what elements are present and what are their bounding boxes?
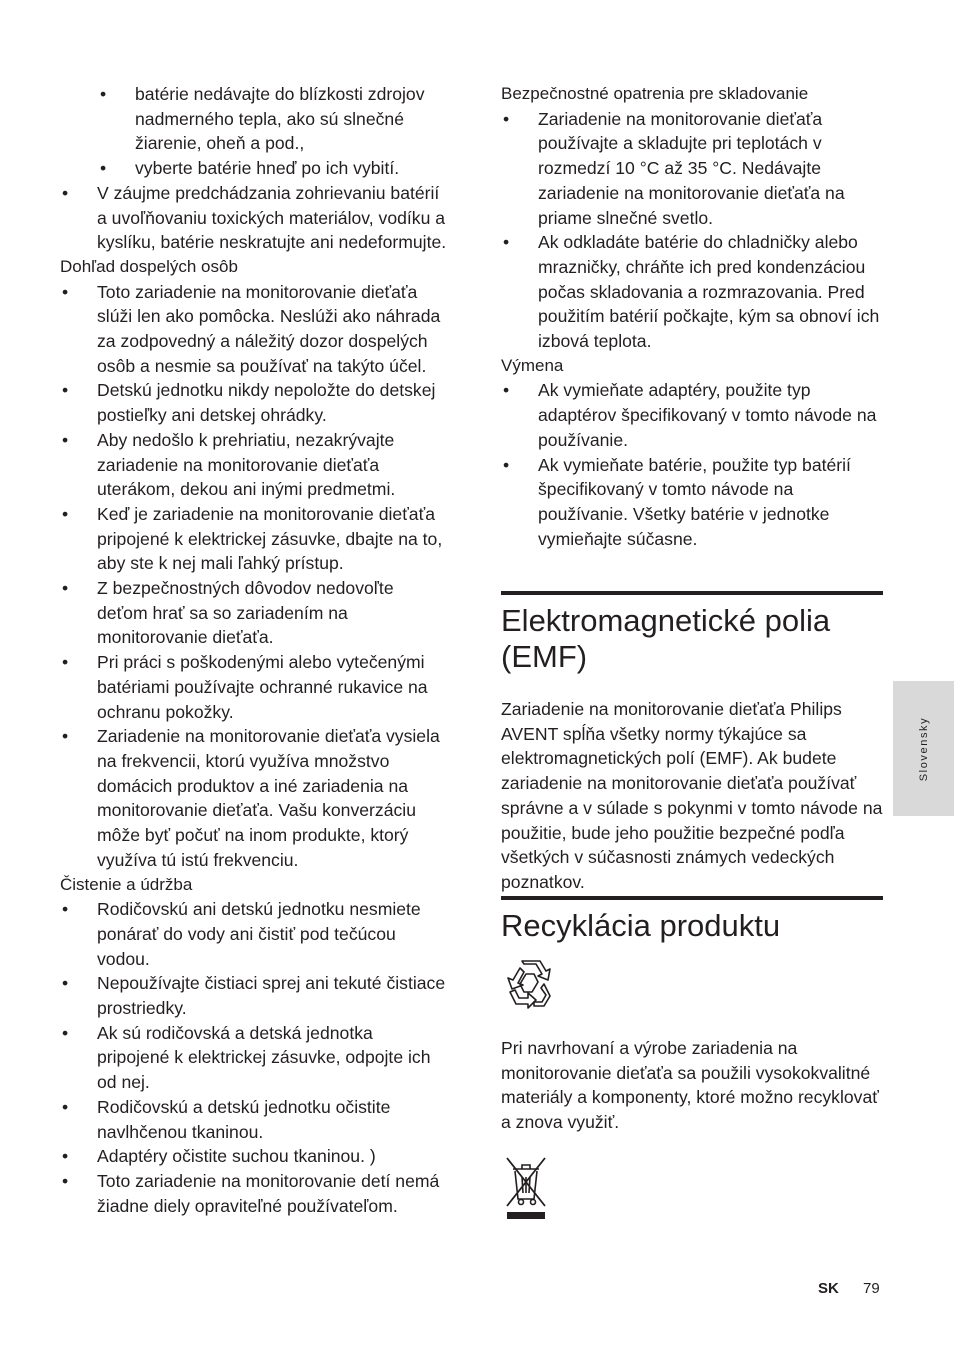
list-item: • Nepoužívajte čistiaci sprej ani tekuté čistiace prostriedky.	[60, 971, 448, 1020]
left-column	[60, 82, 448, 1218]
replacement-heading: Výmena	[501, 355, 564, 375]
emf-title: Elektromagnetické polia (EMF)	[501, 603, 831, 674]
emf-body: Zariadenie na monitorovanie dieťaťa Philips AVENT spĺňa všetky normy týkajúce sa elektromagnetických polí (EMF). Ak budete zariadenie na monitorovanie dieťaťa používať správne a v súlade s pokynmi v tomto návode na použitie, bude jeho použitie bezpečné podľa všetkých v súčasnosti známych vedeckých poznatkov.	[501, 699, 883, 892]
list-item: • Ak sú rodičovská a detská jednotka pripojené k elektrickej zásuvke, odpojte ich od nej.	[60, 1021, 448, 1095]
list-item: • Rodičovskú a detskú jednotku očistite navlhčenou tkaninou.	[60, 1095, 448, 1144]
page-number: 79	[863, 1280, 880, 1297]
storage-heading: Bezpečnostné opatrenia pre skladovanie	[501, 84, 809, 103]
recycling-body: Pri navrhovaní a výrobe zariadenia na monitorovanie dieťaťa sa použili vysokokvalitné materiály a komponenty, ktoré možno recyklovať a znova využiť.	[501, 1038, 879, 1133]
right-column	[501, 82, 885, 551]
list-item: • vyberte batérie hneď po ich vybití.	[98, 156, 448, 181]
page-footer	[818, 1280, 880, 1297]
section-rule	[501, 896, 883, 900]
supervision-list	[60, 280, 448, 873]
list-item: • Keď je zariadenie na monitorovanie dieťaťa pripojené k elektrickej zásuvke, dbajte na to, aby ste k nej mali ľahký prístup.	[60, 502, 448, 576]
recycling-section	[501, 896, 883, 1221]
list-item: • Ak vymieňate adaptéry, použite typ adaptérov špecifikovaný v tomto návode na používanie.	[501, 378, 885, 452]
cleaning-list	[60, 897, 448, 1218]
list-item: • Ak odkladáte batérie do chladničky alebo mrazničky, chráňte ich pred kondenzáciou počas skladovania a rozmrazovania. Pred použitím batérií počkajte, kým sa obnoví ich izbová teplota.	[501, 230, 885, 354]
list-item: • Aby nedošlo k prehriatiu, nezakrývajte zariadenie na monitorovanie dieťaťa uterákom, dekou ani inými predmetmi.	[60, 428, 448, 502]
battery-sub-list	[98, 82, 448, 181]
emf-section	[501, 591, 883, 895]
replacement-list	[501, 378, 885, 551]
battery-list	[60, 181, 448, 255]
supervision-heading: Dohľad dospelých osôb	[60, 256, 238, 276]
list-item: • Ak vymieňate batérie, použite typ batérií špecifikovaný v tomto návode na používanie. Všetky batérie v jednotke vymieňajte súčasne.	[501, 453, 885, 552]
cleaning-heading: Čistenie a údržba	[60, 874, 193, 894]
list-item: • Toto zariadenie na monitorovanie dieťaťa slúži len ako pomôcka. Neslúži ako náhrada za zodpovedný a náležitý dozor dospelých osôb a nesmie sa používať na takýto účel.	[60, 280, 448, 379]
list-item: • Toto zariadenie na monitorovanie detí nemá žiadne diely opraviteľné používateľom.	[60, 1169, 448, 1218]
section-rule	[501, 591, 883, 595]
language-side-tab	[893, 681, 954, 816]
recycle-icon	[504, 958, 556, 1010]
list-item: • batérie nedávajte do blízkosti zdrojov nadmerného tepla, ako sú slnečné žiarenie, oheň a pod.,	[98, 82, 448, 156]
list-item: • Z bezpečnostných dôvodov nedovoľte deťom hrať sa so zariadením na monitorovanie dieťaťa.	[60, 576, 448, 650]
list-item: • Zariadenie na monitorovanie dieťaťa používajte a skladujte pri teplotách v rozmedzí 10 °C až 35 °C. Nedávajte zariadenie na monitorovanie dieťaťa na priame slnečné svetlo.	[501, 107, 885, 231]
list-item: • Zariadenie na monitorovanie dieťaťa vysiela na frekvencii, ktorú využíva množstvo domácich produktov a iné zariadenia na monitorovanie dieťaťa. Vašu konverzáciu môže byť počuť na inom produkte, ktorý využíva tú istú frekvenciu.	[60, 724, 448, 872]
list-item: • Rodičovskú ani detskú jednotku nesmiete ponárať do vody ani čistiť pod tečúcou vodou.	[60, 897, 448, 971]
list-item: • Detskú jednotku nikdy nepoložte do detskej postieľky ani detskej ohrádky.	[60, 378, 448, 427]
list-item: • V záujme predchádzania zohrievaniu batérií a uvoľňovaniu toxických materiálov, vodíku a kyslíku, batérie neskratujte ani nedeformujte.	[60, 181, 448, 255]
language-code: SK	[818, 1280, 839, 1297]
recycling-title: Recyklácia produktu	[501, 908, 781, 943]
storage-list	[501, 107, 885, 354]
list-item: • Adaptéry očistite suchou tkaninou. )	[60, 1144, 448, 1169]
side-tab-label: Slovensky	[917, 716, 930, 781]
list-item: • Pri práci s poškodenými alebo vytečenými batériami používajte ochranné rukavice na ochranu pokožky.	[60, 650, 448, 724]
crossed-bin-icon	[504, 1155, 548, 1221]
